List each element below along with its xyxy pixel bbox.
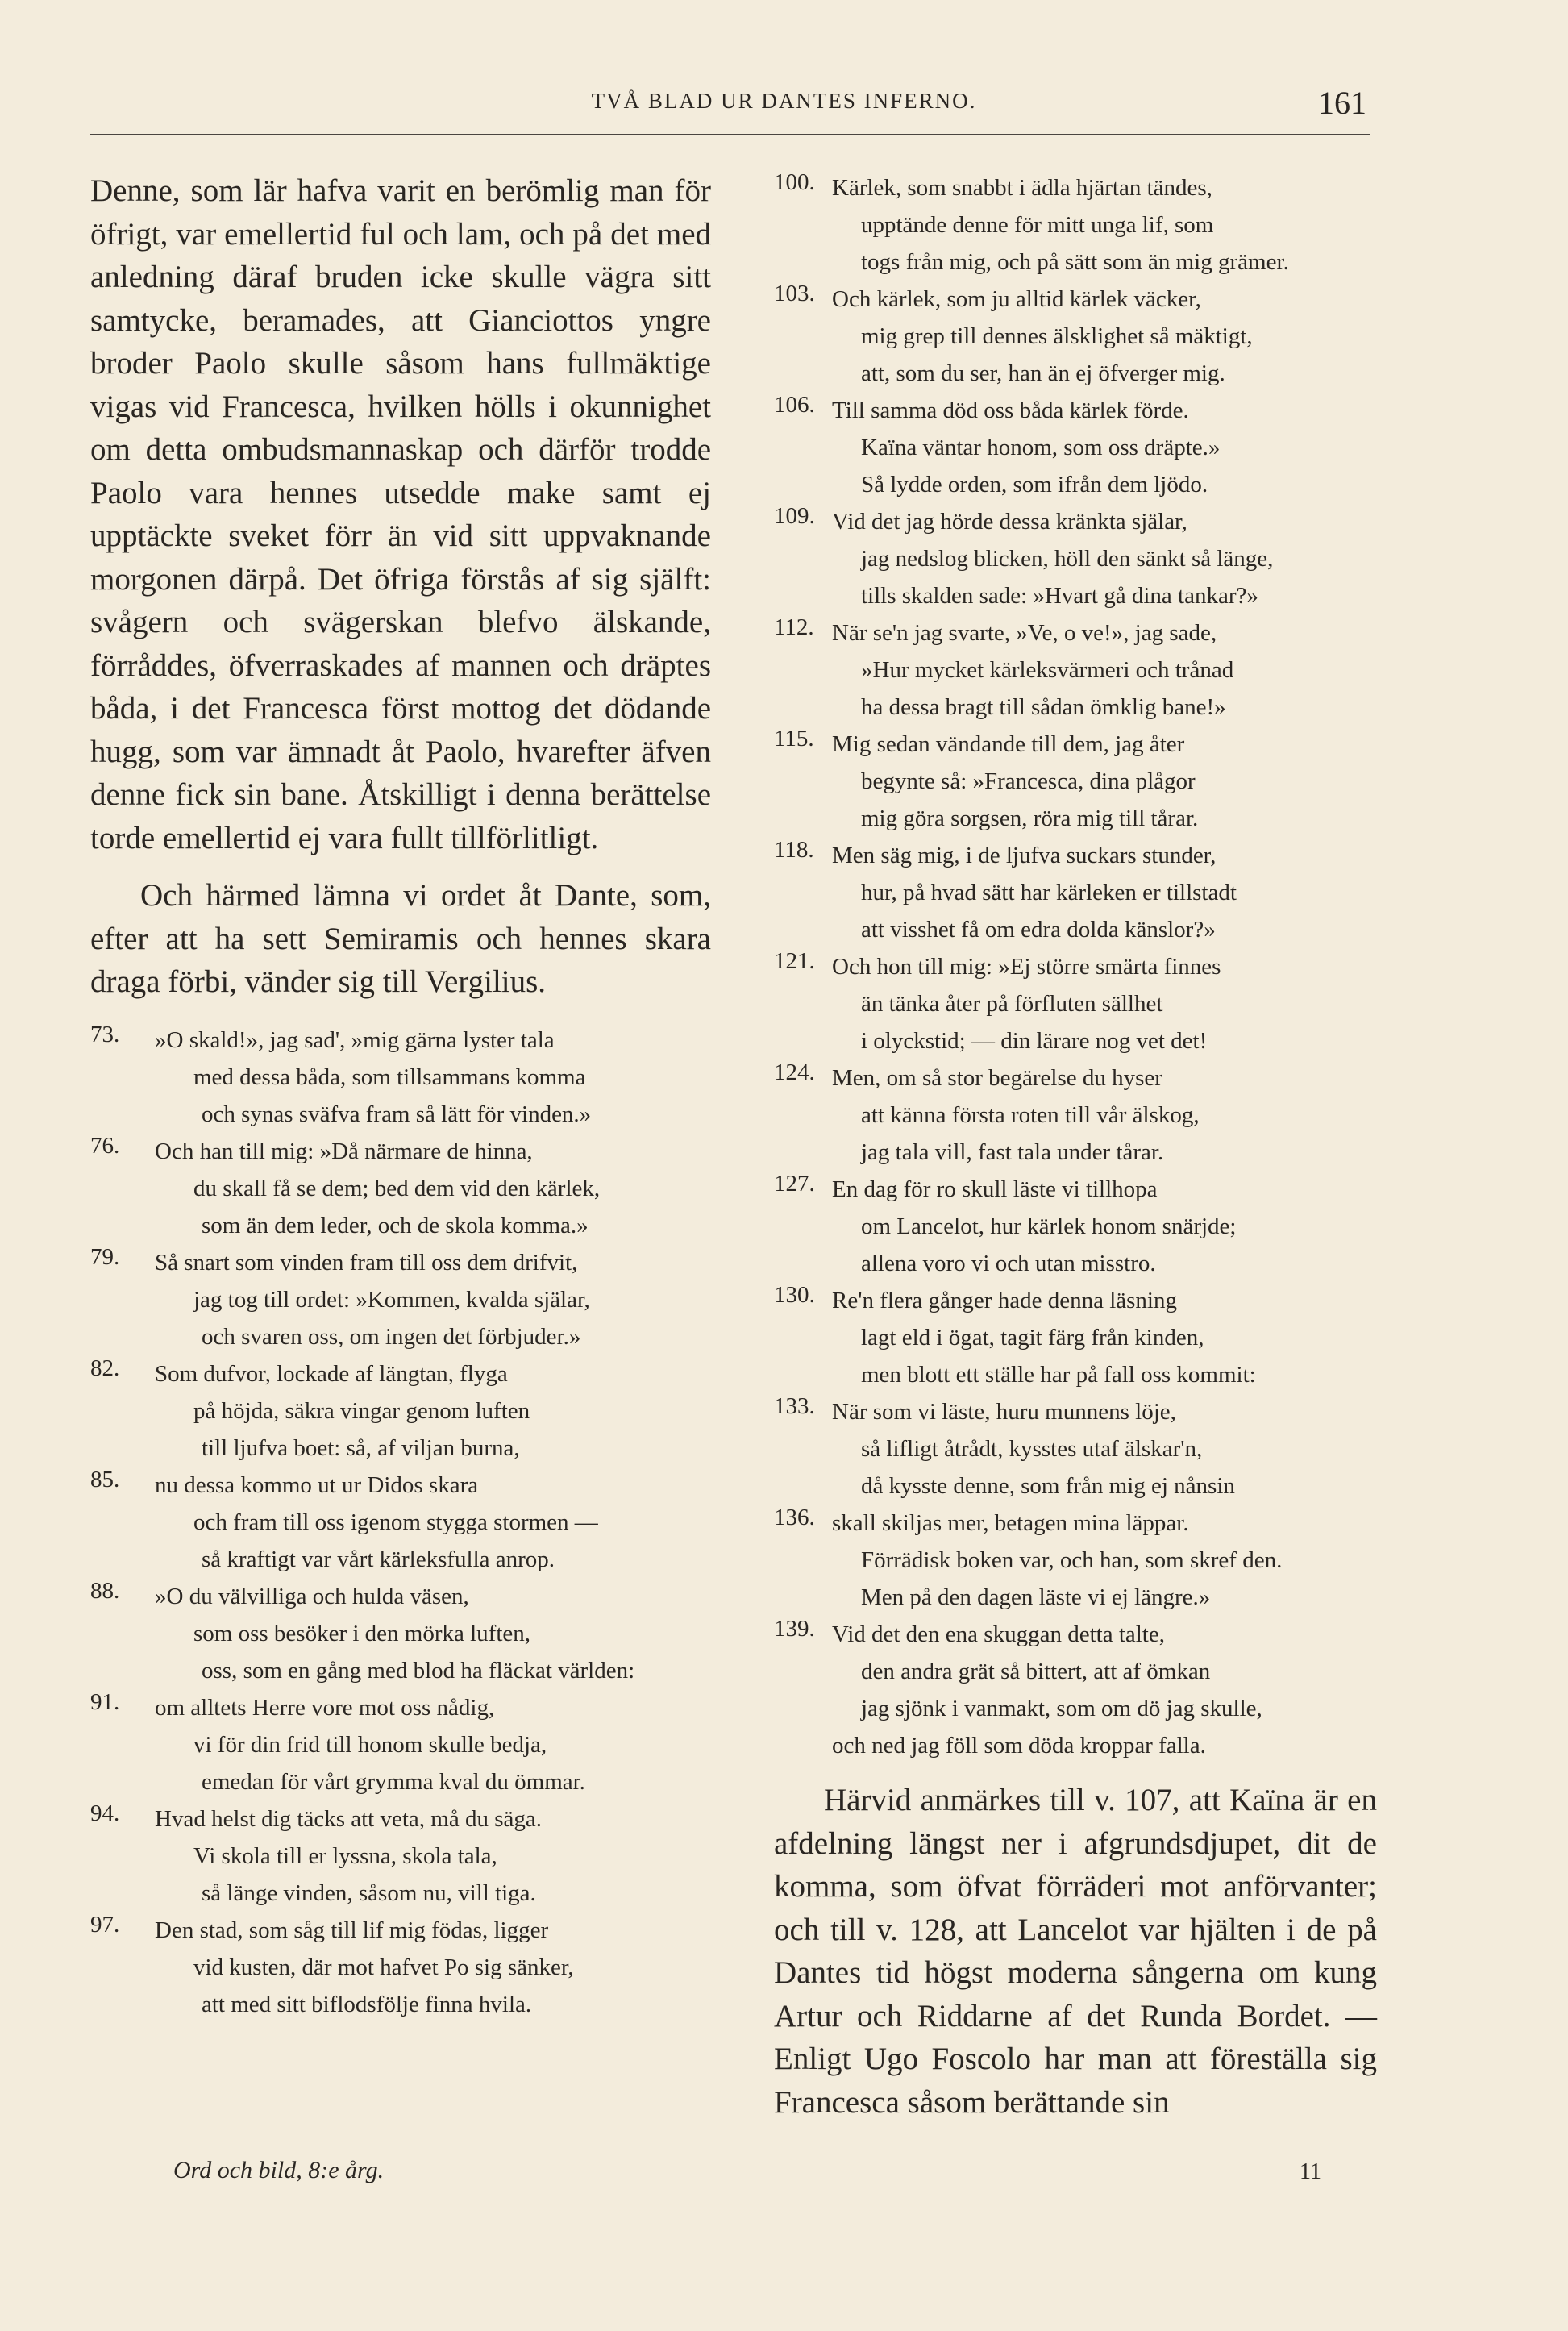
stanza [90,1467,711,1578]
verse-number: 109. [774,503,815,529]
verse-line: Re'n flera gånger hade denna läsning [832,1288,1177,1313]
verse-line: jag tala vill, fast tala under tårar. [861,1139,1164,1165]
verse-line: Så lydde orden, som ifrån dem ljödo. [861,472,1208,497]
verse-number: 79. [90,1243,120,1270]
verse-line: nu dessa kommo ut ur Didos skara [155,1471,479,1498]
stanza [90,1355,711,1467]
verse-number: 115. [774,726,814,751]
running-head: TVÅ BLAD UR DANTES INFERNO. [591,89,977,113]
verse-line: i olyckstid; — din lärare nog vet det! [861,1028,1208,1054]
verse-line: tills skalden sade: »Hvart gå dina tankar?» [861,583,1258,609]
verse-line: som oss besöker i den mörka luften, [193,1620,531,1646]
verse-line: på höjda, säkra vingar genom luften [193,1397,530,1424]
verse-number: 91. [90,1688,120,1715]
verse-line: En dag för ro skull läste vi tillhopa [832,1176,1158,1202]
verse-line: oss, som en gång med blod ha fläckat världen: [202,1657,635,1684]
verse-line: men blott ett ställe har på fall oss kommit: [861,1362,1256,1388]
verse-line: till ljufva boet: så, af viljan burna, [202,1434,520,1461]
stanza [774,726,1377,837]
verse-block [774,169,1377,1764]
verse-line: Men på den dagen läste vi ej längre.» [861,1584,1211,1610]
stanza [90,1022,711,1133]
stanza [774,281,1377,392]
verse-number: 88. [90,1577,120,1604]
verse-line: togs från mig, och på sätt som än mig grämer. [861,249,1289,275]
verse-line: lagt eld i ögat, tagit färg från kinden, [861,1325,1204,1351]
stanza [774,948,1377,1059]
verse-line: ha dessa bragt till sådan ömklig bane!» [861,694,1226,720]
stanza [774,392,1377,503]
right-column [774,169,1377,2124]
verse-line: skall skiljas mer, betagen mina läppar. [832,1510,1189,1536]
verse-line: Till samma död oss båda kärlek förde. [832,398,1189,423]
stanza [774,614,1377,726]
stanza [774,169,1377,281]
left-column [90,169,711,2023]
verse-line: Den stad, som såg till lif mig födas, ligger [155,1917,549,1943]
stanza [90,1244,711,1355]
verse-line: Och kärlek, som ju alltid kärlek väcker, [832,286,1201,312]
stanza [774,1059,1377,1171]
verse-line: som än dem leder, och de skola komma.» [202,1212,589,1238]
verse-line: När se'n jag svarte, »Ve, o ve!», jag sade, [832,620,1217,646]
stanza [774,1282,1377,1393]
page-number: 161 [1318,85,1366,121]
verse-line: än tänka åter på förfluten sällhet [861,991,1163,1017]
verse-line: Som dufvor, lockade af längtan, flyga [155,1360,508,1387]
footer-journal: Ord och bild, 8:e årg. [173,2157,385,2183]
verse-line: då kysste denne, som från mig ej nånsin [861,1473,1235,1499]
verse-line: vi för din frid till honom skulle bedja, [193,1731,547,1758]
verse-number: 127. [774,1171,815,1197]
verse-number: 85. [90,1466,120,1492]
verse-line: så länge vinden, såsom nu, vill tiga. [202,1879,536,1906]
verse-number: 124. [774,1059,815,1085]
stanza [90,1800,711,1912]
verse-block [90,1022,711,2023]
verse-line: Och hon till mig: »Ej större smärta finnes [832,954,1221,980]
verse-line: och synas sväfva fram så lätt för vinden.» [202,1101,592,1127]
verse-line: Vi skola till er lyssna, skola tala, [193,1842,497,1869]
signature-mark: 11 [1300,2159,1321,2184]
verse-line: att med sitt biflodsfölje finna hvila. [202,1991,532,2017]
verse-line: »O skald!», jag sad', »mig gärna lyster tala [155,1026,555,1053]
verse-line: Och han till mig: »Då närmare de hinna, [155,1138,533,1164]
verse-line: När som vi läste, huru munnens löje, [832,1399,1176,1425]
verse-line: Förrädisk boken var, och han, som skref den. [861,1547,1283,1573]
verse-line: jag nedslog blicken, höll den sänkt så länge, [861,546,1274,572]
stanza [90,1912,711,2023]
verse-number: 97. [90,1911,120,1938]
verse-number: 82. [90,1355,120,1381]
verse-line: om alltets Herre vore mot oss nådig, [155,1694,495,1721]
verse-line: med dessa båda, som tillsammans komma [193,1064,586,1090]
stanza [774,837,1377,948]
verse-line: mig göra sorgsen, röra mig till tårar. [861,805,1199,831]
stanza [774,1393,1377,1505]
verse-line: att känna första roten till vår älskog, [861,1102,1200,1128]
verse-number: 100. [774,169,815,195]
stanza [90,1578,711,1689]
verse-line: att visshet få om edra dolda känslor?» [861,917,1216,943]
verse-number: 139. [774,1616,815,1642]
stanza [774,1505,1377,1616]
verse-line: »Hur mycket kärleksvärmeri och trånad [861,657,1234,683]
stanza [90,1133,711,1244]
verse-line: Men, om så stor begärelse du hyser [832,1065,1162,1091]
verse-number: 103. [774,281,815,306]
verse-line: så kraftigt var vårt kärleksfulla anrop. [202,1546,555,1572]
stanza [774,503,1377,614]
verse-line: vid kusten, där mot hafvet Po sig sänker, [193,1954,574,1980]
verse-line: Så snart som vinden fram till oss dem drifvit, [155,1249,578,1276]
verse-line: »O du välvilliga och hulda väsen, [155,1583,469,1609]
stanza [774,1171,1377,1282]
verse-number: 94. [90,1800,120,1826]
verse-line: och fram till oss igenom stygga stormen — [193,1509,598,1535]
verse-number: 136. [774,1505,815,1530]
verse-line: den andra grät så bittert, att af ömkan [861,1659,1211,1684]
verse-line: du skall få se dem; bed dem vid den kärlek, [193,1175,601,1201]
prose-paragraph: Denne, som lär hafva varit en berömlig man för öfrigt, var emellertid ful och lam, och på det med anledning däraf bruden icke skulle vägra sitt samtycke, beramades, att Gianciottos yngre broder Paolo skulle såsom hans fullmäktige vigas vid Francesca, hvilken hölls i okunnighet om detta ombudsmannaskap och därför trodde Paolo vara hennes utsedde make samt ej upptäckte sveket förr än vid sitt uppvaknande morgonen därpå. Det öfriga förstås af sig själft: svågern och svägerskan blefvo älskande, förråddes, öfverraskades af mannen och dräptes båda, i det Francesca först mottog det dödande hugg, som var ämnadt åt Paolo, hvarefter äfven denne fick sin bane. Åtskilligt i denna berättelse torde emellertid ej vara fullt tillförlitligt. [90,173,711,855]
verse-line: Vid det jag hörde dessa kränkta själar, [832,509,1187,535]
verse-line: allena voro vi och utan misstro. [861,1251,1156,1276]
verse-line: jag tog till ordet: »Kommen, kvalda själar, [193,1286,590,1313]
verse-line: Men säg mig, i de ljufva suckars stunder, [832,843,1217,868]
verse-line: och ned jag föll som döda kroppar falla. [832,1733,1206,1759]
verse-number: 106. [774,392,815,418]
stanza [90,1689,711,1800]
verse-line: hur, på hvad sätt har kärleken er tillstadt [861,880,1237,905]
stanza [774,1616,1377,1764]
verse-line: så lifligt åtrådt, kysstes utaf älskar'n, [861,1436,1203,1462]
prose-paragraph: Härvid anmärkes till v. 107, att Kaïna är en afdelning längst ner i afgrundsdjupet, dit de komma, som öfvat förräderi mot anförvanter; och till v. 128, att Lancelot var hjälten i de på Dantes tid högst moderna sångerna om kung Artur och Riddarne af det Runda Bordet. — Enligt Ugo Foscolo har man att föreställa sig Francesca såsom berättande sin [774,1783,1377,2120]
verse-line: och svaren oss, om ingen det förbjuder.» [202,1323,581,1350]
prose-paragraph: Och härmed lämna vi ordet åt Dante, som, efter att ha sett Semiramis och hennes skara draga förbi, vänder sig till Vergilius. [90,878,711,999]
header-rule [90,134,1370,135]
verse-line: Kärlek, som snabbt i ädla hjärtan tändes, [832,175,1212,201]
verse-line: upptände denne för mitt unga lif, som [861,212,1214,238]
verse-number: 118. [774,837,814,863]
verse-number: 73. [90,1021,120,1047]
verse-number: 112. [774,614,814,640]
verse-number: 130. [774,1282,815,1308]
verse-number: 133. [774,1393,815,1419]
verse-number: 121. [774,948,815,974]
verse-line: Hvad helst dig täcks att veta, må du säga. [155,1805,542,1832]
verse-line: mig grep till dennes älsklighet så mäktigt, [861,323,1253,349]
verse-line: Vid det den ena skuggan detta talte, [832,1621,1165,1647]
verse-line: om Lancelot, hur kärlek honom snärjde; [861,1213,1237,1239]
verse-number: 76. [90,1132,120,1159]
verse-line: att, som du ser, han än ej öfverger mig. [861,360,1225,386]
verse-line: Kaïna väntar honom, som oss dräpte.» [861,435,1221,460]
verse-line: emedan för vårt grymma kval du ömmar. [202,1768,585,1795]
verse-line: Mig sedan vändande till dem, jag åter [832,731,1185,757]
verse-line: jag sjönk i vanmakt, som om dö jag skulle, [861,1696,1262,1721]
verse-line: begynte så: »Francesca, dina plågor [861,768,1196,794]
